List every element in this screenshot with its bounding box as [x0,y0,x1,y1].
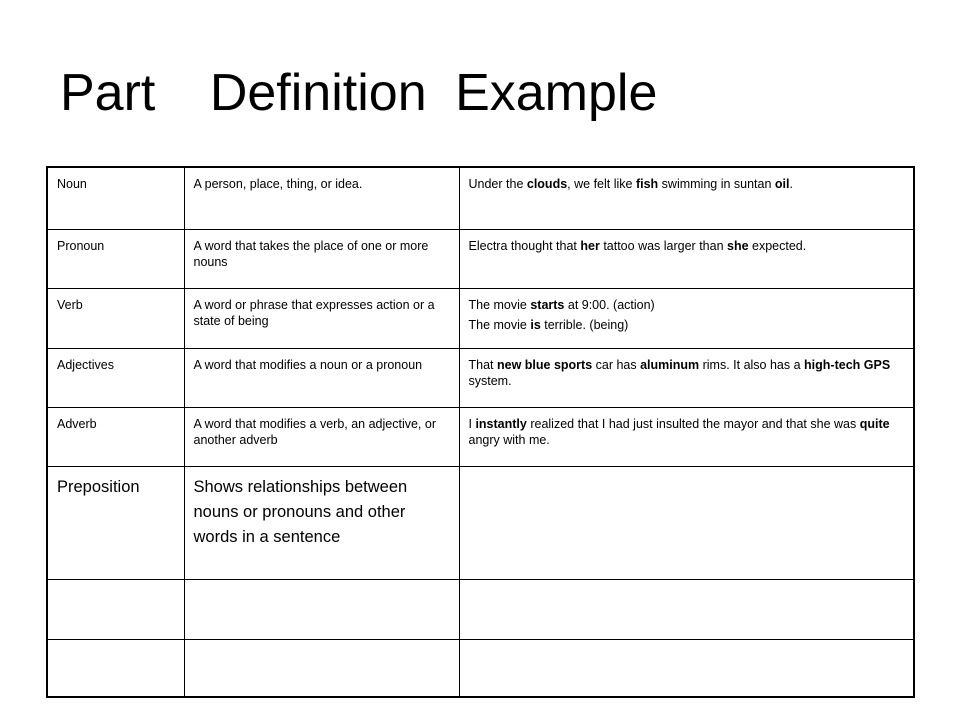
example-text: The movie [468,317,531,332]
highlighted-word: instantly [475,416,527,431]
part-cell: Adjectives [47,348,184,407]
highlighted-word: she [727,238,749,253]
example-cell [459,466,914,579]
title-definition: Definition [209,64,427,122]
table-row [47,348,914,407]
part-cell: Noun [47,167,184,229]
highlighted-word: her [580,238,600,253]
part-cell: Preposition [47,466,184,579]
highlighted-word: clouds [526,177,568,191]
example-text: The movie [468,297,531,312]
table-row [47,229,914,288]
example-cell [459,579,914,639]
part-cell: Adverb [47,407,184,466]
example-text: swimming in suntan [658,177,775,191]
highlighted-word: starts [530,297,565,312]
definition-cell: A word that takes the place of one or more nouns [184,229,459,288]
example-text: , we felt like [567,177,636,191]
part-cell: Verb [47,288,184,348]
title-part: Part [60,64,156,122]
highlighted-word: is [530,317,541,332]
definition-cell: Shows relationships between nouns or pronouns and other words in a sentence [184,466,459,579]
example-text: terrible. (being) [540,317,629,332]
part-cell [47,579,184,639]
table-row [47,639,914,697]
example-cell [459,229,914,288]
definition-cell [184,639,459,697]
highlighted-word: high-tech GPS [804,357,891,372]
example-text: system. [468,373,512,388]
definition-cell: A word that modifies a verb, an adjective, or another adverb [184,407,459,466]
page-title [60,58,657,128]
example-text: That [468,357,497,372]
table-row [47,288,914,348]
table-row [47,407,914,466]
example-cell [459,407,914,466]
highlighted-word: fish [635,177,659,191]
part-cell [47,639,184,697]
example-text: Electra thought that [468,238,581,253]
example-text: at 9:00. (action) [564,297,655,312]
example-line [469,297,906,313]
example-text: rims. It also has a [699,357,805,372]
highlighted-word: aluminum [640,357,700,372]
example-line [469,176,906,192]
example-cell [459,348,914,407]
example-text: . [789,177,793,191]
example-text: car has [592,357,641,372]
example-text: angry with me. [468,432,550,447]
highlighted-word: quite [859,416,890,431]
example-line [469,416,906,448]
example-line [469,317,906,333]
definition-cell: A word or phrase that expresses action or a state of being [184,288,459,348]
example-text: expected. [748,238,807,253]
part-cell: Pronoun [47,229,184,288]
parts-of-speech-table [46,166,915,698]
definition-cell: A person, place, thing, or idea. [184,167,459,229]
example-line [469,357,906,389]
highlighted-word: new blue sports [497,357,593,372]
highlighted-word: oil [774,177,790,191]
example-text: realized that I had just insulted the mayor and that she was [526,416,860,431]
definition-cell: A word that modifies a noun or a pronoun [184,348,459,407]
table-row [47,167,914,229]
example-line [469,238,906,254]
table-row [47,579,914,639]
definition-cell [184,579,459,639]
example-cell [459,639,914,697]
example-text: Under the [468,177,527,191]
example-cell [459,288,914,348]
title-example: Example [455,64,658,122]
example-cell [459,167,914,229]
example-text: I [468,416,476,431]
table-row [47,466,914,579]
example-text: tattoo was larger than [599,238,727,253]
